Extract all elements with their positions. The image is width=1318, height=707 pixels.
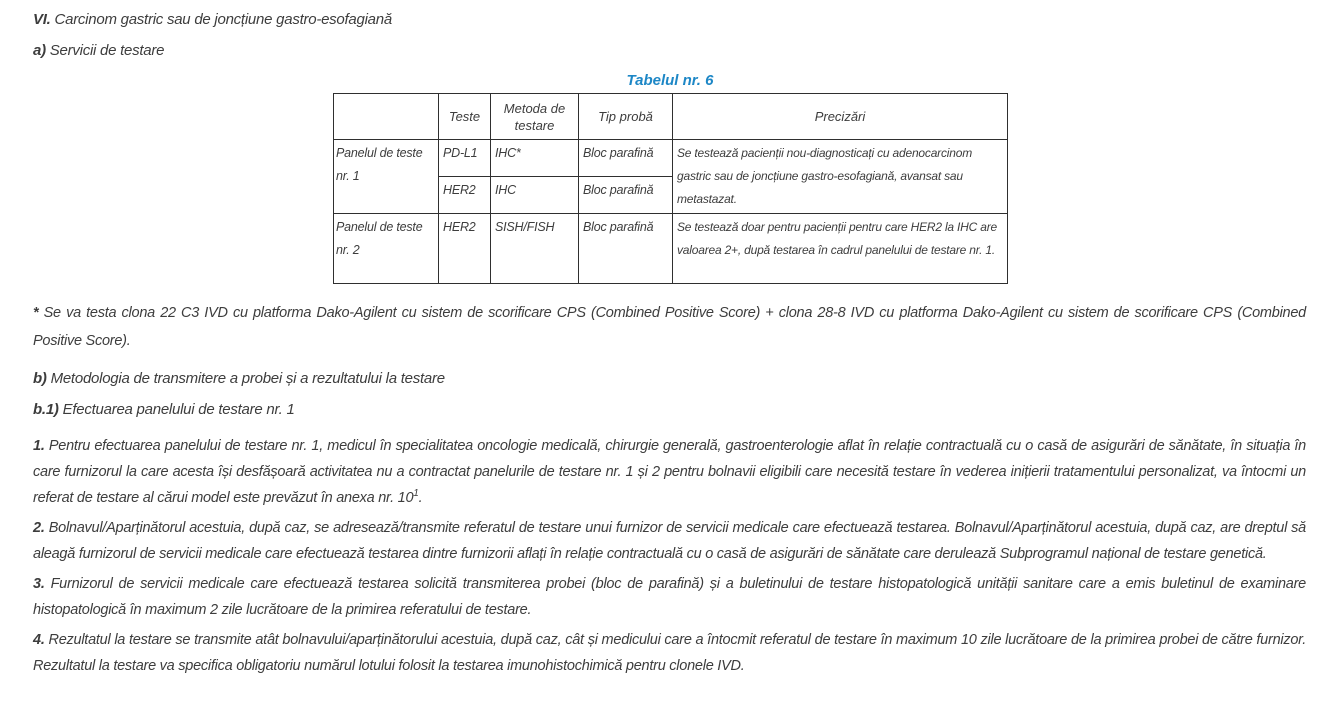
cell-panel2-metoda-sish: SISH/FISH — [491, 214, 579, 284]
cell-panel2-test-her2: HER2 — [439, 214, 491, 284]
testing-services-table — [333, 93, 1008, 284]
cell-panel1-precizari: Se testează pacienții nou-diagnosticați cu adenocarcinom gastric sau de joncțiune gastro-esofagiană, avansat sau metastazat. — [673, 140, 1008, 214]
paragraph-4-number: 4. — [33, 632, 45, 648]
section-vi-marker: VI. — [33, 11, 51, 28]
cell-panel1-proba-1: Bloc parafină — [579, 140, 673, 177]
header-cell-teste: Teste — [439, 94, 491, 140]
paragraph-3 — [33, 571, 1306, 623]
paragraph-3-text: Furnizorul de servicii medicale care efectuează testarea solicită transmiterea probei (bloc de parafină) și a buletinului de testare histopatologică unității sanitare care a emis buletinul de examinare histopatologică în maximum 2 zile lucrătoare de la primirea referatului de testare. — [33, 576, 1306, 618]
subsection-a-heading — [33, 41, 1306, 61]
paragraph-4-text: Rezultatul la testare se transmite atât bolnavului/aparținătorului acestuia, după caz, cât și medicului care a întocmit referatul de testare în maximum 10 zile lucrătoare de la primirea probei de către furnizor. Rezultatul la testare va specifica obligatoriu numărul lotului folosit la testarea imunohistochimică pentru clonele IVD. — [33, 632, 1306, 674]
cell-panel1-metoda-ihc2: IHC — [491, 177, 579, 214]
subsection-a-marker: a) — [33, 42, 46, 59]
header-cell-metoda: Metoda de testare — [491, 94, 579, 140]
subsection-b1-title: Efectuarea panelului de testare nr. 1 — [62, 401, 295, 418]
cell-panel1-proba-2: Bloc parafină — [579, 177, 673, 214]
paragraph-4 — [33, 627, 1306, 679]
header-cell-empty — [334, 94, 439, 140]
cell-panel1-label: Panelul de teste nr. 1 — [334, 140, 439, 214]
section-vi-heading — [33, 10, 1306, 30]
paragraph-1-number: 1. — [33, 438, 45, 454]
section-vi-title: Carcinom gastric sau de joncțiune gastro-esofagiană — [54, 11, 392, 28]
header-cell-precizari: Precizări — [673, 94, 1008, 140]
header-cell-proba: Tip probă — [579, 94, 673, 140]
cell-panel2-precizari: Se testează doar pentru pacienții pentru care HER2 la IHC are valoarea 2+, după testarea în cadrul panelului de testare nr. 1. — [673, 214, 1008, 284]
subsection-b-title: Metodologia de transmitere a probei și a rezultatului la testare — [50, 370, 445, 387]
paragraph-1-text: Pentru efectuarea panelului de testare nr. 1, medicul în specialitatea oncologie medicală, chirurgie generală, gastroenterologie aflat în relație contractuală cu o casă de asigurări de sănătate, în situația în care furnizorul la care acesta își desfășoară activitatea nu a contractat panelurile de testare nr. 1 și 2 pentru bolnavii eligibili care necesită testare în vederea inițierii tratamentului personalizat, va întocmi un referat de testare al cărui model este prevăzut în anexa nr. 10 — [33, 438, 1306, 506]
paragraph-2 — [33, 515, 1306, 567]
subsection-b-heading — [33, 369, 1306, 389]
cell-panel2-proba: Bloc parafină — [579, 214, 673, 284]
table-footnote — [33, 299, 1306, 355]
subsection-b1-marker: b.1) — [33, 401, 59, 418]
subsection-a-title: Servicii de testare — [49, 42, 165, 59]
subsection-b1-heading — [33, 400, 1306, 420]
paragraph-3-number: 3. — [33, 576, 45, 592]
table-row-panel1-pdl1 — [334, 140, 1008, 177]
table-caption: Tabelul nr. 6 — [626, 72, 714, 89]
paragraph-1 — [33, 433, 1306, 511]
subsection-b-marker: b) — [33, 370, 47, 387]
table-header-row — [334, 94, 1008, 140]
footnote-asterisk: * — [33, 305, 39, 321]
cell-panel1-metoda-ihc: IHC* — [491, 140, 579, 177]
table-row-panel2 — [334, 214, 1008, 284]
cell-panel1-test-pdl1: PD-L1 — [439, 140, 491, 177]
paragraph-1-footnote-ref: 1 — [413, 488, 419, 500]
cell-panel2-label: Panelul de teste nr. 2 — [334, 214, 439, 284]
footnote-text: Se va testa clona 22 C3 IVD cu platforma Dako-Agilent cu sistem de scorificare CPS (Combined Positive Score) + clona 28-8 IVD cu platforma Dako-Agilent cu sistem de scorificare CPS (Combined Positive Score). — [33, 305, 1306, 349]
paragraph-2-number: 2. — [33, 520, 45, 536]
paragraph-2-text: Bolnavul/Aparținătorul acestuia, după caz, se adresează/transmite referatul de testare unui furnizor de servicii medicale care efectuează testarea. Bolnavul/Aparținătorul acestuia, după caz, are dreptul să aleagă furnizorul de servicii medicale care efectuează testarea dintre furnizorii aflați în relație contractuală cu o casă de asigurări de sănătate care derulează Subprogramul național de testare genetică. — [33, 520, 1306, 562]
cell-panel1-test-her2: HER2 — [439, 177, 491, 214]
paragraph-1-period: . — [418, 490, 423, 506]
